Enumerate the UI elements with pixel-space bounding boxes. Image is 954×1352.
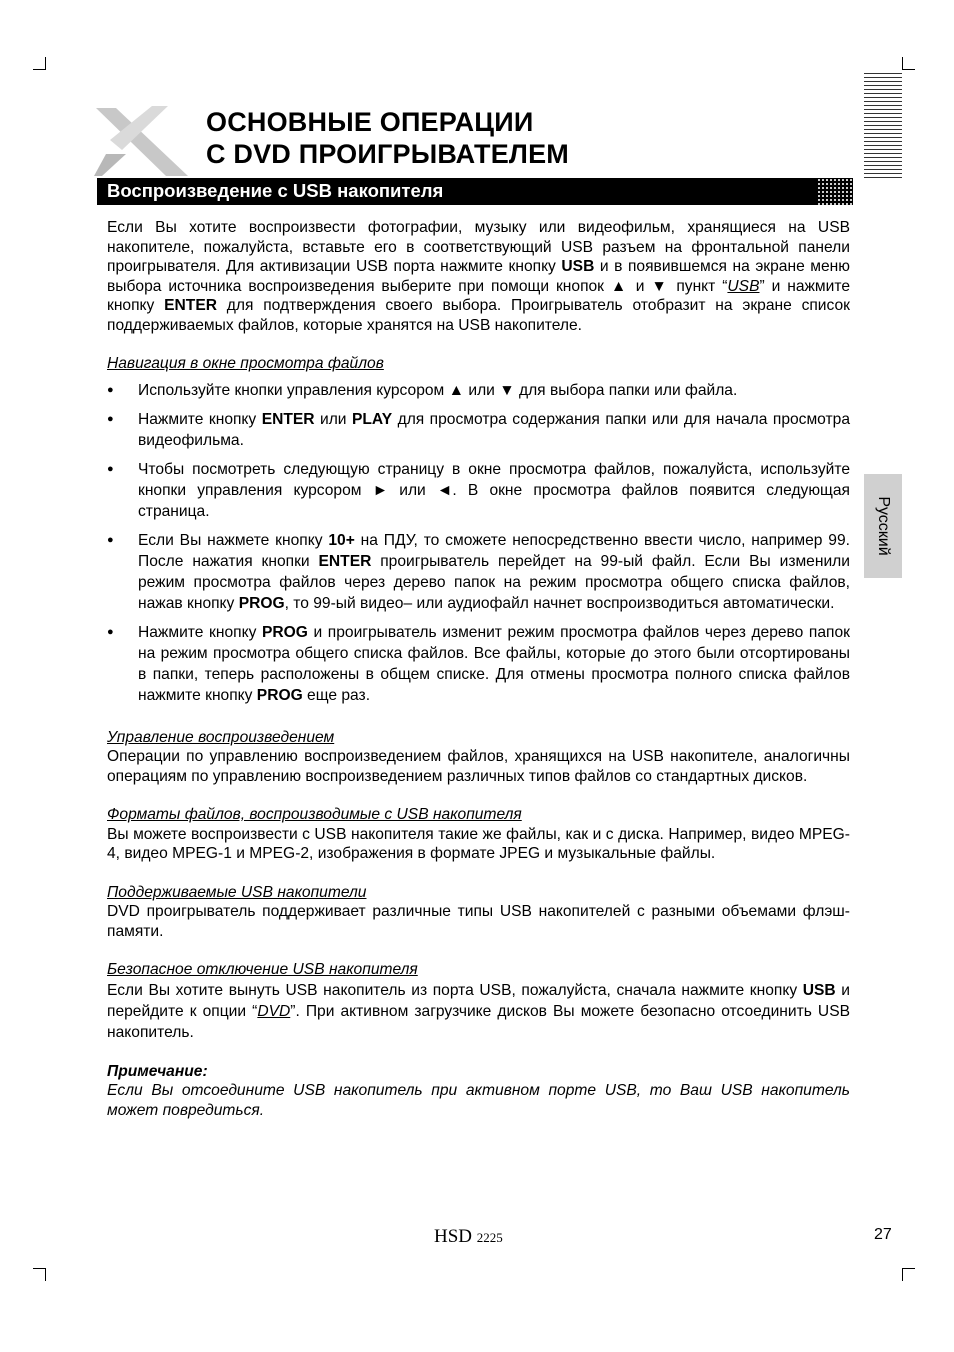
bullet-text: Нажмите кнопку: [138, 623, 262, 641]
crop-mark-top-right: [902, 57, 915, 70]
title-line-2: С DVD ПРОИГРЫВАТЕЛЕМ: [206, 139, 569, 169]
crop-mark-bottom-left: [33, 1268, 46, 1281]
nav-bullet-2: [107, 409, 850, 451]
note-text: Если Вы отсоедините USB накопитель при активном порте USB, то Ваш USB накопитель может повредиться.: [107, 1082, 850, 1119]
crop-mark-bottom-right: [902, 1268, 915, 1281]
decorative-stripes: [864, 73, 902, 181]
language-tab: [864, 474, 902, 578]
playback-heading: Управление воспроизведением: [107, 728, 335, 746]
prog-key: PROG: [256, 686, 303, 704]
intro-usb-key: USB: [561, 258, 595, 275]
supported-heading: Поддерживаемые USB накопители: [107, 883, 367, 901]
model-name: [434, 1226, 503, 1248]
main-content: [107, 218, 850, 1120]
section-title: Воспроизведение с USB накопителя: [107, 180, 444, 201]
nav-bullet-3: ● Чтобы посмотреть следующую страницу в окне просмотра файлов, пожалуйста, используйте кнопки управления курсором ► или ◄. В окне просмотра файлов появится следующая страница.: [107, 459, 850, 522]
play-key: PLAY: [351, 410, 393, 428]
bullet-text: и проигрыватель изменит режим просмотра файлов через дерево папок на режим просмотра общего списка файлов. Все файлы, которые до этого были отсортированы в папки, теперь расположены в общем списке. Для отмены просмотра полного списка файлов нажмите кнопку: [138, 623, 850, 704]
model-number: 2225: [476, 1230, 503, 1245]
intro-text: ” и нажмите кнопку: [107, 277, 850, 314]
dvd-option: DVD: [257, 1002, 291, 1020]
section-header-bar: [97, 178, 853, 205]
intro-text: Если Вы хотите воспроизвести фотографии, музыку или видеофильм, хранящиеся на USB накопителе, пожалуйста, вставьте его в соответствующий USB разъем на фронтальной панели проигрывателя. Для активизации USB порта нажмите кнопку: [107, 219, 850, 275]
model-name-text: HSD: [434, 1226, 473, 1247]
nav-bullet-1: ● Используйте кнопки управления курсором ▲ или ▼ для выбора папки или файла.: [107, 380, 850, 401]
nav-heading: Навигация в окне просмотра файлов: [107, 355, 384, 372]
brand-x-logo-icon: [92, 104, 192, 178]
title-line-1: ОСНОВНЫЕ ОПЕРАЦИИ: [206, 107, 534, 137]
enter-key: ENTER: [261, 410, 315, 428]
usb-key: USB: [802, 981, 836, 999]
supported-text: DVD проигрыватель поддерживает различные типы USB накопителей с разными объемами флэш-памяти.: [107, 903, 850, 940]
bullet-text: Если Вы нажмете кнопку: [138, 531, 329, 549]
safe-remove-span: ”. При активном загрузчике дисков Вы можете безопасно отсоединить USB накопитель.: [107, 1002, 850, 1041]
prog-key: PROG: [261, 623, 308, 641]
bullet-text: проигрыватель перейдет на 99-ый файл. Если Вы изменили режим просмотра файлов через дерево папок на режим просмотра общего списка файлов, нажав кнопку: [138, 552, 850, 612]
safe-remove-span: Если Вы хотите вынуть USB накопитель из порта USB, пожалуйста, сначала нажмите кнопку: [107, 981, 803, 999]
formats-text: Вы можете воспроизвести с USB накопителя такие же файлы, как и с диска. Например, видео MPEG-4, видео MPEG-1 и MPEG-2, изображения в формате JPEG и музыкальные файлы.: [107, 825, 850, 862]
intro-enter-key: ENTER: [164, 297, 217, 314]
enter-key: ENTER: [318, 552, 372, 570]
bullet-text: еще раз.: [302, 686, 371, 704]
intro-text: для подтверждения своего выбора. Проигрыватель отобразит на экране список поддерживаемых файлов, которые хранятся на USB накопителе.: [107, 297, 850, 334]
safe-remove-heading: Безопасное отключение USB накопителя: [107, 961, 418, 978]
prog-key: PROG: [238, 594, 285, 612]
page-title: [206, 106, 569, 170]
intro-paragraph: [107, 218, 850, 335]
formats-heading: Форматы файлов, воспроизводимые с USB накопителя: [107, 806, 522, 823]
dot-pattern: [817, 178, 853, 205]
nav-bullet-4: [107, 530, 850, 614]
nav-bullet-5: [107, 622, 850, 706]
bullet-text: на ПДУ, то сможете непосредственно ввести число, например 99. После нажатия кнопки: [138, 531, 850, 570]
nav-bullet-list: [107, 380, 850, 706]
safe-remove-text: [107, 980, 850, 1043]
intro-text: и в появившемся на экране меню выбора источника воспроизведения выберите при помощи кнопок ▲ и ▼ пункт “: [107, 258, 850, 295]
crop-mark-top-left: [33, 57, 46, 70]
safe-remove-span: и перейдите к опции “: [107, 981, 850, 1020]
bullet-text: или: [314, 410, 352, 428]
playback-text: Операции по управлению воспроизведением файлов, хранящихся на USB накопителе, аналогичны операциям по управлению воспроизведением различных типов файлов со стандартных дисков.: [107, 748, 850, 785]
ten-plus-key: 10+: [328, 531, 355, 549]
bullet-text: для просмотра содержания папки или для начала просмотра видеофильма.: [138, 410, 850, 449]
bullet-text: Нажмите кнопку: [138, 410, 262, 428]
intro-usb-option: USB: [727, 277, 760, 295]
page-number: 27: [874, 1226, 892, 1243]
bullet-text: , то 99-ый видео– или аудиофайл начнет воспроизводиться автоматически.: [284, 594, 835, 612]
language-tab-label: Русский: [875, 496, 892, 556]
note-label: Примечание:: [107, 1062, 208, 1080]
